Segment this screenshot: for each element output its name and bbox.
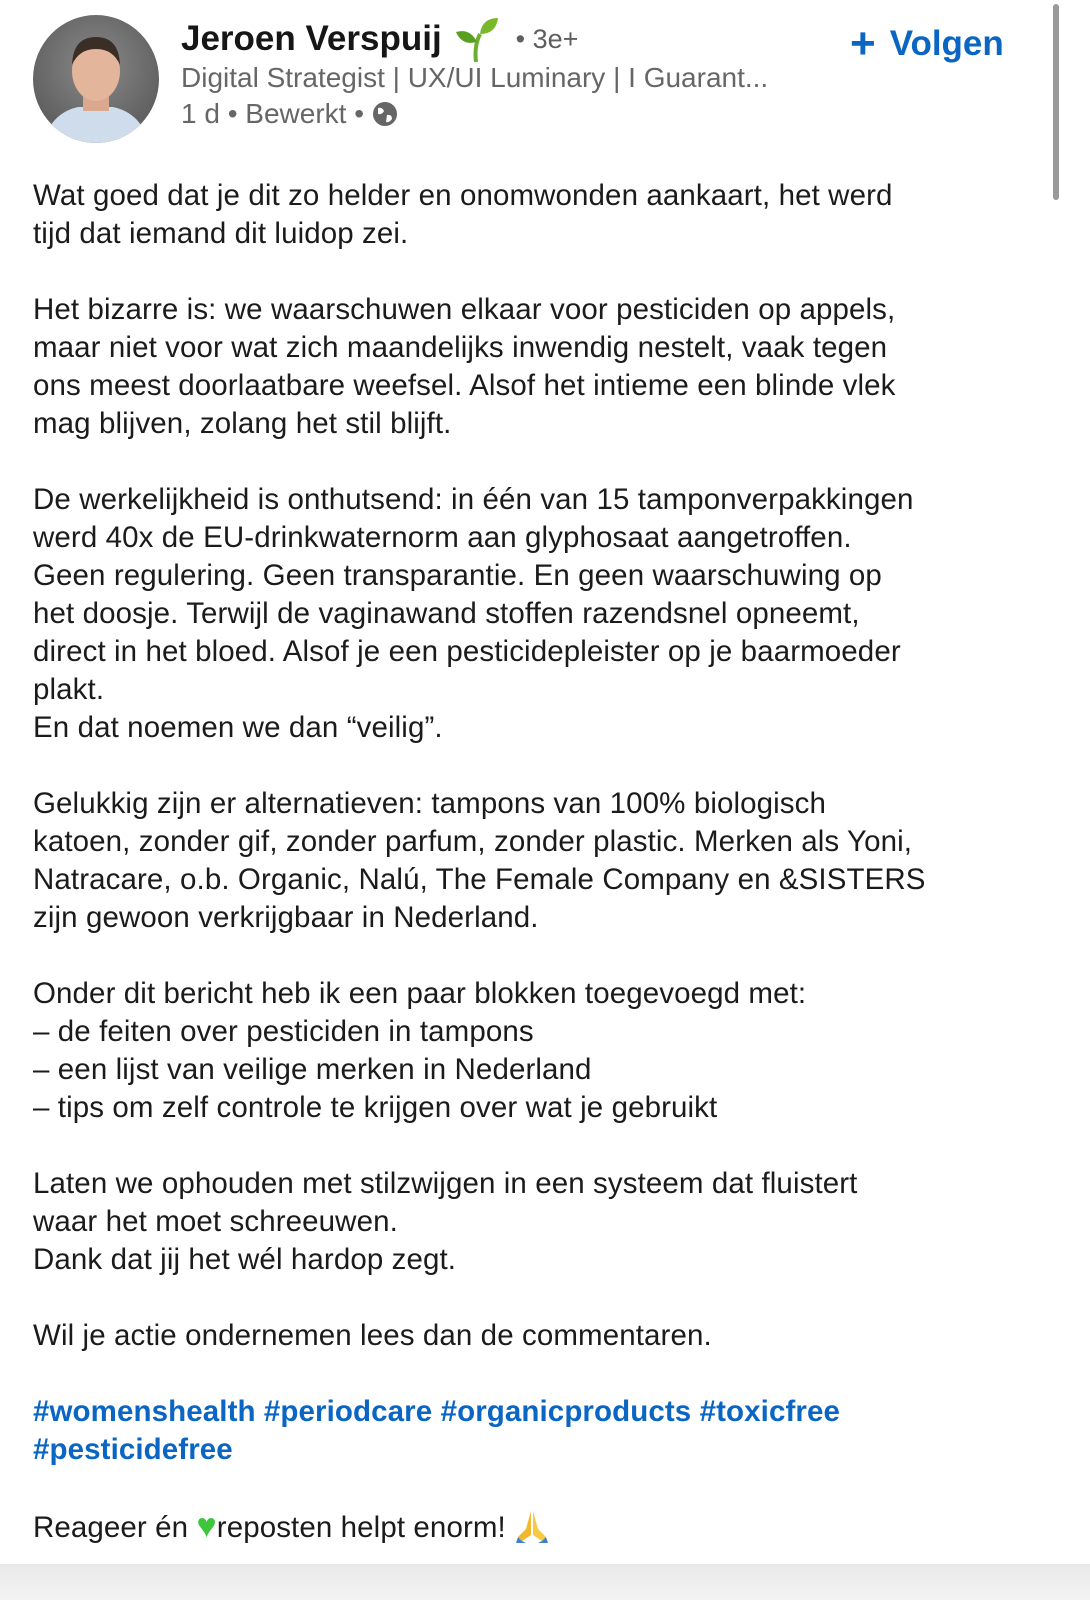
post-line bbox=[33, 443, 1053, 481]
post-line: direct in het bloed. Alsof je een pesticidepleister op je baarmoeder bbox=[33, 635, 901, 668]
avatar-photo bbox=[33, 15, 159, 143]
post-line: Wil je actie ondernemen lees dan de commentaren. bbox=[33, 1319, 712, 1352]
post-line bbox=[33, 1279, 1053, 1317]
post-line: Gelukkig zijn er alternatieven: tampons van 100% biologisch bbox=[33, 787, 827, 820]
post-line: plakt. bbox=[33, 673, 105, 706]
post-line: – een lijst van veilige merken in Nederland bbox=[33, 1053, 592, 1086]
post-line: Geen regulering. Geen transparantie. En geen waarschuwing op bbox=[33, 559, 882, 592]
post-line: katoen, zonder gif, zonder parfum, zonder plastic. Merken als Yoni, bbox=[33, 825, 913, 858]
author-headline: Digital Strategist | UX/UI Luminary | I Guarant... bbox=[181, 62, 769, 93]
plus-icon: + bbox=[850, 19, 876, 68]
closing-text: Reageer én bbox=[33, 1511, 197, 1544]
post-body bbox=[33, 177, 1053, 1545]
post-meta bbox=[181, 98, 398, 130]
folded-hands-icon bbox=[514, 1507, 550, 1543]
post-line bbox=[33, 253, 1053, 291]
post-line: mag blijven, zolang het stil blijft. bbox=[33, 407, 452, 440]
post-line: Dank dat jij het wél hardop zegt. bbox=[33, 1243, 457, 1276]
hashtag-link[interactable]: #pesticidefree bbox=[33, 1433, 233, 1466]
post-line: ons meest doorlaatbare weefsel. Alsof het intieme een blinde vlek bbox=[33, 369, 896, 402]
post-line: Laten we ophouden met stilzwijgen in een systeem dat fluistert bbox=[33, 1167, 858, 1200]
hashtags-line bbox=[33, 1393, 1053, 1431]
hashtag-link[interactable]: #periodcare bbox=[263, 1395, 433, 1428]
post-line: maar niet voor wat zich maandelijks inwendig nestelt, vaak tegen bbox=[33, 331, 888, 364]
hashtag-link[interactable]: #organicproducts bbox=[440, 1395, 692, 1428]
connection-degree: • 3e+ bbox=[515, 23, 579, 54]
globe-icon bbox=[372, 101, 398, 127]
post-time: 1 d bbox=[181, 98, 220, 129]
post-line bbox=[33, 1469, 1053, 1507]
follow-label: Volgen bbox=[889, 24, 1004, 63]
post-line: De werkelijkheid is onthutsend: in één van 15 tamponverpakkingen bbox=[33, 483, 914, 516]
post-line: En dat noemen we dan “veilig”. bbox=[33, 711, 443, 744]
author-name[interactable]: Jeroen Verspuij bbox=[181, 19, 442, 58]
post-line: zijn gewoon verkrijgbaar in Nederland. bbox=[33, 901, 539, 934]
post-line bbox=[33, 747, 1053, 785]
scrollbar[interactable] bbox=[1053, 4, 1059, 200]
post-line bbox=[33, 1127, 1053, 1165]
follow-button[interactable] bbox=[850, 19, 1004, 68]
edited-label: • Bewerkt • bbox=[227, 98, 365, 129]
post-line: Natracare, o.b. Organic, Nalú, The Female Company en &SISTERS bbox=[33, 863, 926, 896]
green-heart-icon: ♥ bbox=[196, 1507, 217, 1545]
hashtag-link[interactable]: #womenshealth bbox=[33, 1395, 256, 1428]
closing-text: reposten helpt enorm! bbox=[216, 1511, 506, 1544]
post-line: het doosje. Terwijl de vaginawand stoffen razendsnel opneemt, bbox=[33, 597, 860, 630]
post-line: waar het moet schreeuwen. bbox=[33, 1205, 398, 1238]
post-line: Wat goed dat je dit zo helder en onomwonden aankaart, het werd bbox=[33, 179, 893, 212]
post-line: Onder dit bericht heb ik een paar blokken toegevoegd met: bbox=[33, 977, 807, 1010]
post-line: – de feiten over pesticiden in tampons bbox=[33, 1015, 534, 1048]
hashtag-link[interactable]: #toxicfree bbox=[699, 1395, 841, 1428]
bottom-bar bbox=[0, 1564, 1090, 1600]
post-line: werd 40x de EU-drinkwaternorm aan glyphosaat aangetroffen. bbox=[33, 521, 852, 554]
author-avatar[interactable] bbox=[33, 15, 159, 143]
hashtags-line bbox=[33, 1431, 1053, 1469]
post-line: – tips om zelf controle te krijgen over wat je gebruikt bbox=[33, 1091, 718, 1124]
post-line: tijd dat iemand dit luidop zei. bbox=[33, 217, 409, 250]
seedling-icon bbox=[452, 16, 502, 62]
post-line: Het bizarre is: we waarschuwen elkaar voor pesticiden op appels, bbox=[33, 293, 896, 326]
author-name-row bbox=[181, 16, 578, 62]
post-line bbox=[33, 937, 1053, 975]
closing-line bbox=[33, 1507, 1053, 1545]
post-line bbox=[33, 1355, 1053, 1393]
